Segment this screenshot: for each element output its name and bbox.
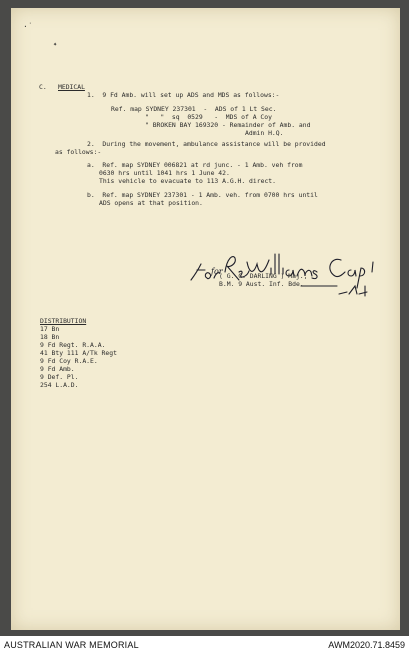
item-b-line-1: b. Ref. map SYDNEY 237301 - 1 Amb. veh. from 0700 hrs until [87,191,318,199]
document-page [11,8,400,630]
distribution-item: 9 Fd Coy R.A.E. [40,357,98,365]
distribution-heading: DISTRIBUTION [40,317,87,325]
item-a-line-3: This vehicle to evacuate to 113 A.G.H. direct. [99,177,276,185]
item-a-line-2: 0630 hrs until 1041 hrs 1 June 42. [99,169,230,177]
distribution-item: 9 Fd Regt. R.A.A. [40,341,106,349]
ref-line-1: Ref. map SYDNEY 237301 - ADS of 1 Lt Sec. [111,105,277,113]
ref-line-3: " BROKEN BAY 169320 - Remainder of Amb. and [145,121,311,129]
signatory-name: ( G. C. DARLING ) Maj., [219,272,308,280]
footer-institution: AUSTRALIAN WAR MEMORIAL [4,640,139,650]
distribution-item: 9 Def. Pl. [40,373,79,381]
section-heading: MEDICAL [58,83,85,91]
pin-mark: ✦ [53,40,58,48]
signature-for: for [211,267,223,276]
paragraph-2: 2. During the movement, ambulance assistance will be provided [87,140,326,148]
item-b-line-2: ADS opens at that position. [99,199,203,207]
distribution-item: 254 L.A.D. [40,381,79,389]
ref-line-2: " " sq 0529 - MDS of A Coy [145,113,272,121]
footer-accession: AWM2020.71.8459 [328,640,405,650]
distribution-item: 17 Bn [40,325,60,333]
distribution-item: 18 Bn [40,333,60,341]
signatory-title: B.M. 9 Aust. Inf. Bde. [219,280,304,288]
item-a-line-1: a. Ref. map SYDNEY 006821 at rd junc. - 1 Amb. veh from [87,161,303,169]
distribution-item: 41 Bty 111 A/Tk Regt [40,349,117,357]
paragraph-1: 1. 9 Fd Amb. will set up ADS and MDS as follows:- [87,91,280,99]
paragraph-2-cont: as follows:- [55,148,102,156]
heading-number: C. [39,83,47,91]
footer-bar [0,636,409,653]
corner-mark: ·˙ [23,22,33,31]
ref-line-3b: Admin H.Q. [245,129,284,137]
distribution-item: 9 Fd Amb. [40,365,75,373]
